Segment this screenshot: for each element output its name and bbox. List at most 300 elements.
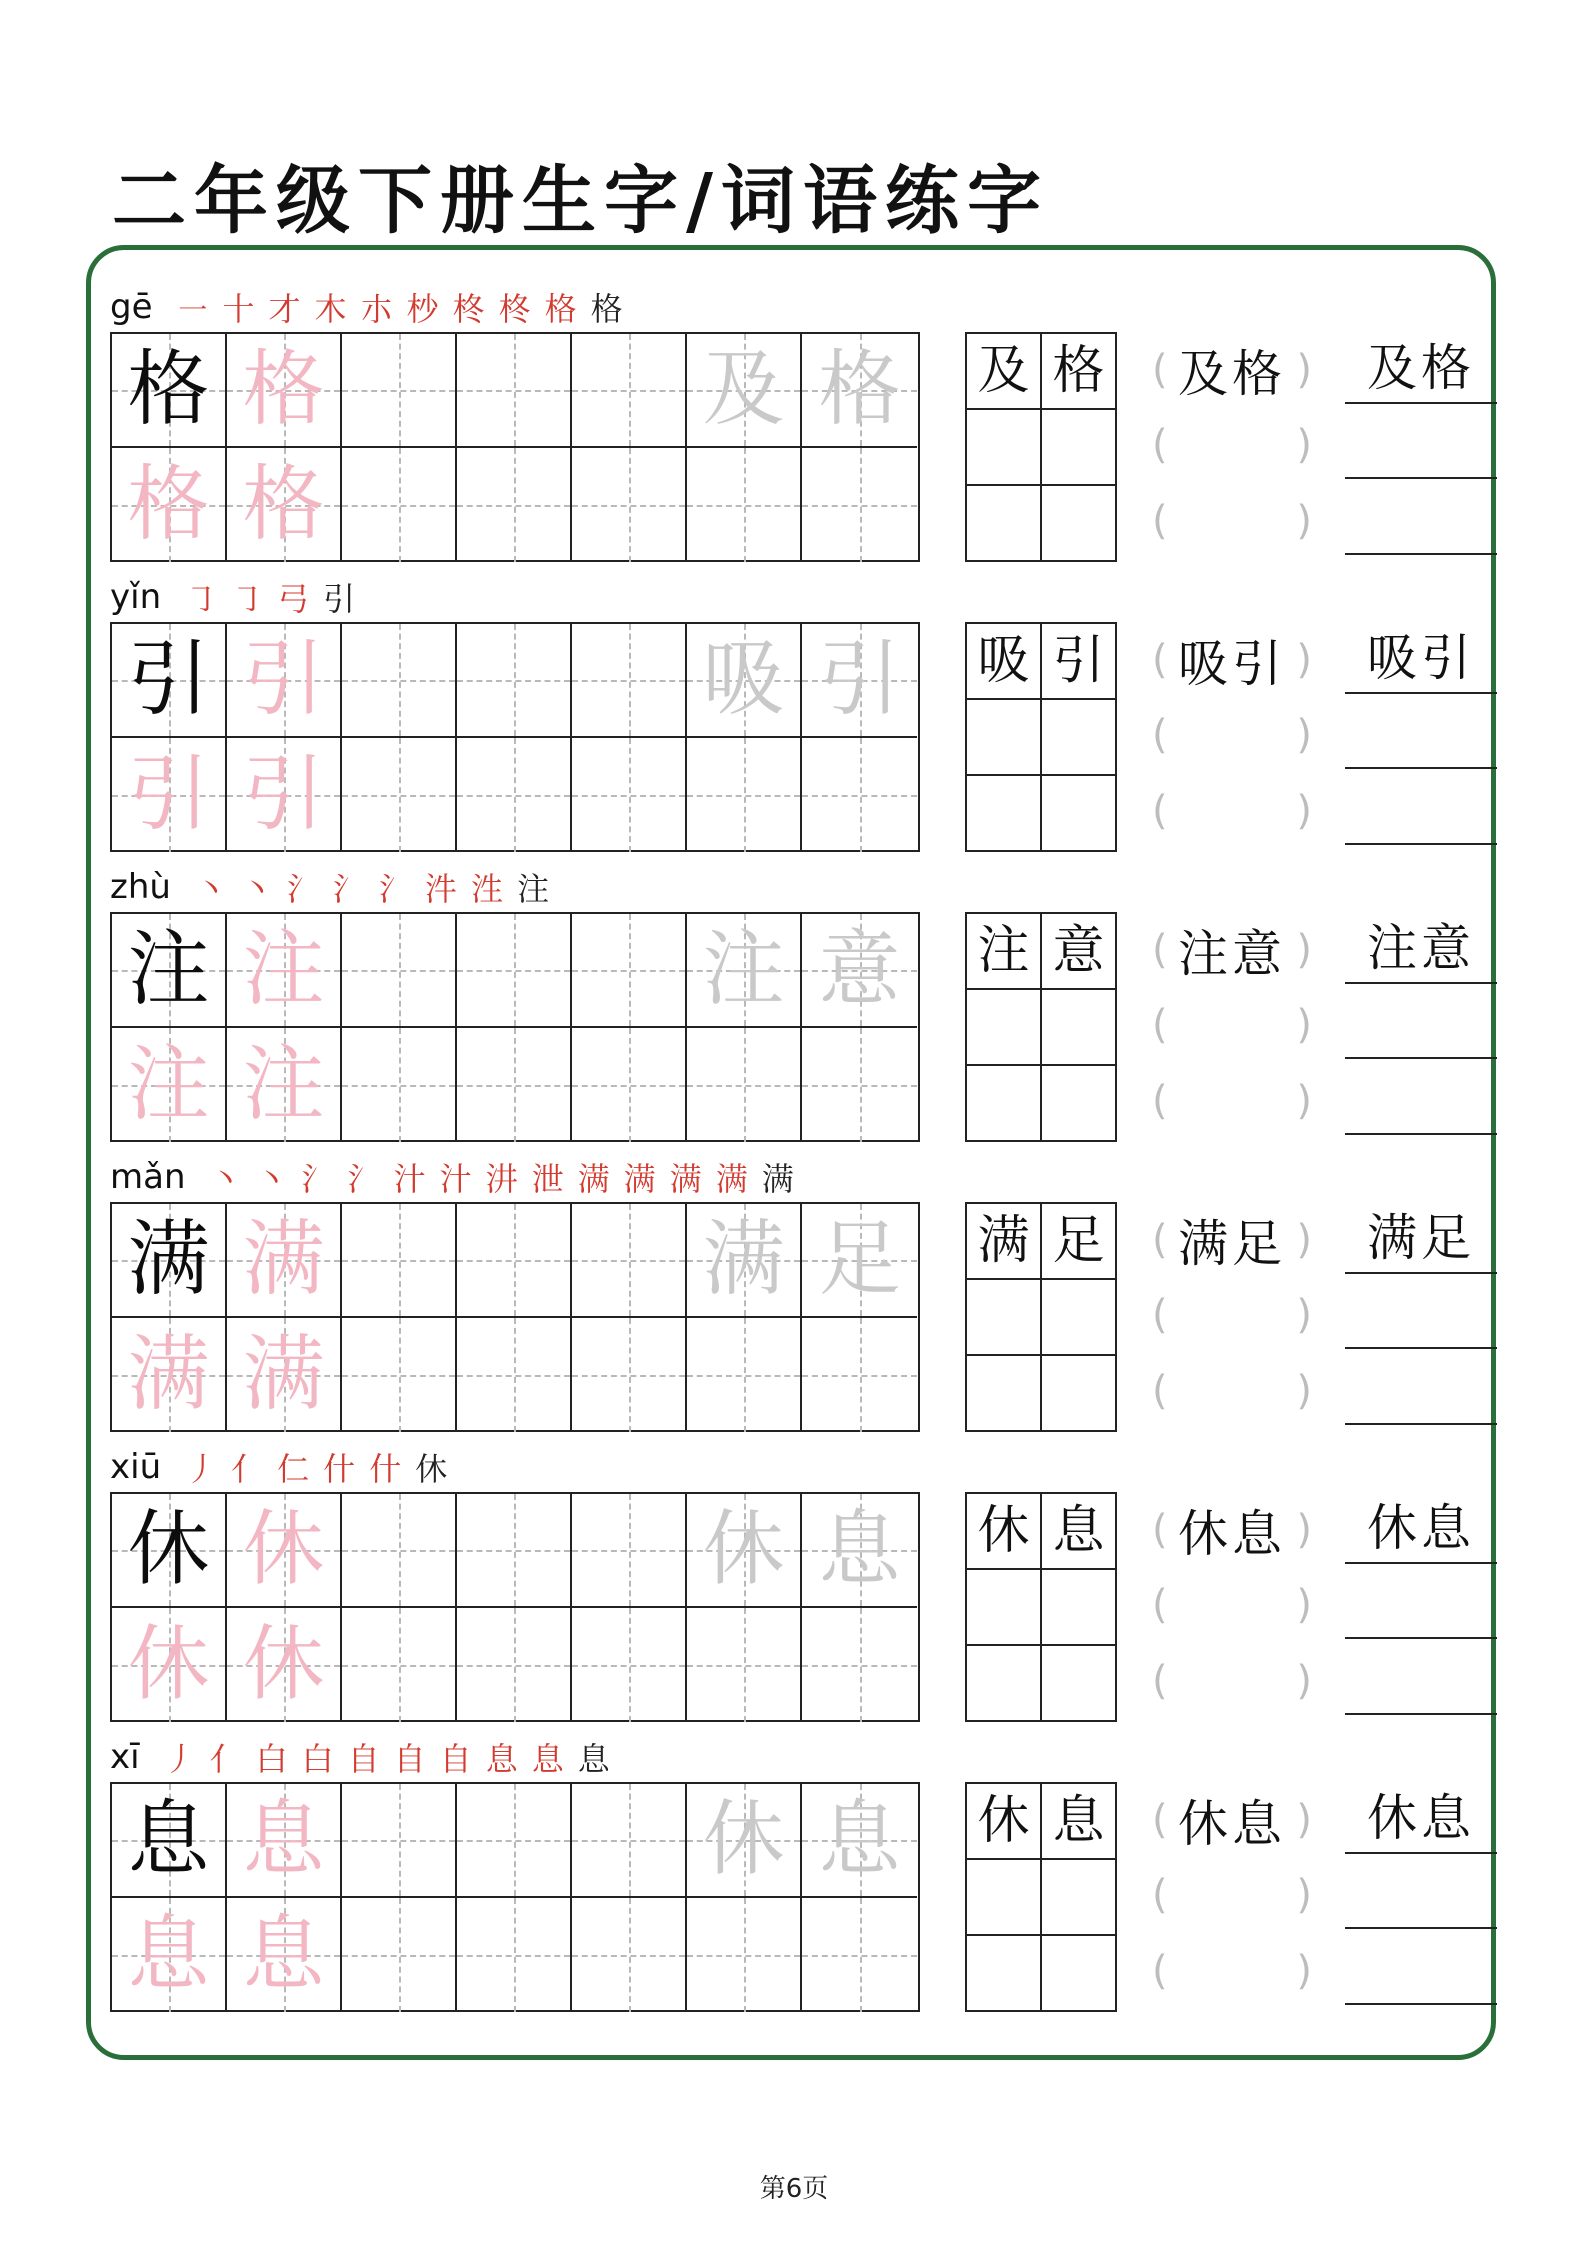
word-box (965, 332, 1117, 562)
guide-line-vertical (514, 738, 516, 852)
stroke-step: 白 (255, 1740, 288, 1778)
word-box-cell[interactable] (1042, 1066, 1115, 1140)
tian-grid-cell[interactable] (112, 1204, 227, 1318)
trace-character: 息 (242, 1907, 325, 2002)
tian-grid-cell[interactable] (112, 1494, 227, 1608)
parenthesis-blank[interactable] (1152, 1071, 1312, 1131)
stroke-step: 自 (347, 1740, 380, 1778)
stroke-step: 丶 (255, 1160, 288, 1198)
word-box-cell[interactable] (1042, 1860, 1115, 1936)
word-character: 息 (1052, 1791, 1105, 1851)
trace-character: 注 (242, 1037, 325, 1132)
tian-grid-cell[interactable] (457, 1028, 572, 1142)
guide-line-vertical (629, 1898, 631, 2012)
guide-line-vertical (514, 1608, 516, 1722)
stroke-step: 什 (323, 1450, 356, 1488)
stroke-order-row (110, 1445, 447, 1489)
stroke-step: 丿 (185, 1450, 218, 1488)
tian-grid-cell[interactable] (572, 334, 687, 448)
tian-grid-cell[interactable] (227, 1898, 342, 2012)
parenthesis-blank (1152, 1500, 1312, 1563)
trace-character: 满 (242, 1212, 325, 1307)
tian-grid-cell[interactable] (112, 738, 227, 852)
tian-grid-cell[interactable] (572, 448, 687, 562)
stroke-step: 丿 (163, 1740, 196, 1778)
guide-line-vertical (860, 1608, 862, 1722)
right-paren: ) (1296, 1078, 1312, 1124)
word-box-cell[interactable] (967, 1646, 1042, 1720)
underline-word: 休息 (1367, 1789, 1475, 1847)
stroke-step: 什 (369, 1450, 402, 1488)
writing-grid (110, 622, 920, 852)
pinyin-label: yǐn (110, 577, 162, 617)
tian-grid-cell[interactable] (572, 1608, 687, 1722)
stroke-step: 柊 (452, 290, 485, 328)
right-paren: ) (1296, 1582, 1312, 1628)
left-paren: ( (1152, 637, 1168, 683)
tian-grid-cell[interactable] (687, 1898, 802, 2012)
word-box-cell[interactable] (1042, 1570, 1115, 1646)
parenthesis-blank[interactable] (1152, 1575, 1312, 1635)
tian-grid-cell[interactable] (342, 624, 457, 738)
left-paren: ( (1152, 1872, 1168, 1918)
guide-line-vertical (514, 334, 516, 446)
tian-grid-cell[interactable] (457, 1898, 572, 2012)
underline-blank[interactable] (1345, 1365, 1497, 1425)
guide-line-vertical (399, 1784, 401, 1896)
tian-grid-cell[interactable] (457, 1494, 572, 1608)
guide-line-vertical (629, 334, 631, 446)
right-paren: ) (1296, 1217, 1312, 1263)
tian-grid-cell[interactable] (572, 1318, 687, 1432)
left-paren: ( (1152, 1078, 1168, 1124)
tian-grid-cell[interactable] (342, 334, 457, 448)
guide-line-vertical (399, 448, 401, 562)
tian-grid-cell[interactable] (227, 1204, 342, 1318)
practice-section-xī (0, 1735, 1588, 2025)
tian-grid-cell[interactable] (112, 1318, 227, 1432)
parenthesis-blank[interactable] (1152, 1285, 1312, 1345)
word-box-cell[interactable] (967, 486, 1042, 560)
writing-grid (110, 1202, 920, 1432)
underline-blank[interactable] (1345, 999, 1497, 1059)
trace-character: 格 (818, 342, 901, 437)
word-character: 吸 (977, 631, 1030, 691)
guide-line-vertical (399, 334, 401, 446)
stroke-step: 仁 (277, 1450, 310, 1488)
left-paren: ( (1152, 1292, 1168, 1338)
word-character: 休 (977, 1791, 1030, 1851)
parenthesis-blank[interactable] (1152, 1941, 1312, 2001)
guide-line-vertical (744, 738, 746, 852)
tian-grid-cell[interactable] (572, 1028, 687, 1142)
word-box-cell[interactable] (967, 1066, 1042, 1140)
guide-line-vertical (514, 1204, 516, 1316)
underline-blank (1345, 1789, 1497, 1854)
tian-grid-cell[interactable] (342, 1784, 457, 1898)
right-paren: ) (1296, 422, 1312, 468)
underline-blank[interactable] (1345, 1579, 1497, 1639)
guide-line-vertical (629, 1784, 631, 1896)
tian-grid-cell[interactable] (687, 738, 802, 852)
tian-grid-cell[interactable] (802, 1028, 917, 1142)
guide-line-vertical (514, 1494, 516, 1606)
word-box-cell[interactable] (1042, 1646, 1115, 1720)
word-box-cell[interactable] (967, 1936, 1042, 2010)
tian-grid-cell[interactable] (227, 738, 342, 852)
word-box-cell[interactable] (967, 1784, 1042, 1860)
word-box-cell[interactable] (1042, 1494, 1115, 1570)
left-paren: ( (1152, 1217, 1168, 1263)
left-paren: ( (1152, 347, 1168, 393)
tian-grid-cell[interactable] (572, 624, 687, 738)
word-box-cell[interactable] (1042, 776, 1115, 850)
tian-grid-cell[interactable] (802, 738, 917, 852)
underline-word: 吸引 (1367, 629, 1475, 687)
stroke-step: 汫 (485, 1160, 518, 1198)
word-box-cell[interactable] (967, 914, 1042, 990)
tian-grid-cell[interactable] (342, 1608, 457, 1722)
trace-character: 休 (702, 1792, 785, 1887)
tian-grid-cell[interactable] (802, 914, 917, 1028)
stroke-order-row (110, 1735, 610, 1779)
pinyin-label: mǎn (110, 1157, 186, 1197)
underline-blank[interactable] (1345, 785, 1497, 845)
tian-grid-cell[interactable] (457, 1608, 572, 1722)
tian-grid-cell[interactable] (342, 1204, 457, 1318)
word-character: 足 (1052, 1211, 1105, 1271)
stroke-step: 格 (544, 290, 577, 328)
tian-grid-cell[interactable] (227, 914, 342, 1028)
parenthesis-blank[interactable] (1152, 415, 1312, 475)
underline-blank[interactable] (1345, 1869, 1497, 1929)
pinyin-label: zhù (110, 867, 171, 907)
tian-grid-cell[interactable] (687, 1608, 802, 1722)
guide-line-vertical (514, 1028, 516, 1142)
tian-grid-cell[interactable] (802, 624, 917, 738)
stroke-step: ㇆ (185, 580, 218, 618)
word-box-cell[interactable] (967, 1204, 1042, 1280)
word-box-cell[interactable] (967, 624, 1042, 700)
word-box-cell[interactable] (1042, 486, 1115, 560)
guide-line-vertical (744, 1318, 746, 1432)
tian-grid-cell[interactable] (687, 1494, 802, 1608)
tian-grid-cell[interactable] (227, 624, 342, 738)
word-character: 息 (1052, 1501, 1105, 1561)
guide-line-vertical (860, 448, 862, 562)
guide-line-vertical (399, 1028, 401, 1142)
parenthesis-blank (1152, 1210, 1312, 1273)
stroke-step: 氵 (301, 1160, 334, 1198)
left-paren: ( (1152, 1797, 1168, 1843)
underline-blank[interactable] (1345, 419, 1497, 479)
trace-character: 吸 (702, 632, 785, 727)
guide-line-vertical (399, 1318, 401, 1432)
parenthesis-blank[interactable] (1152, 995, 1312, 1055)
tian-grid-cell[interactable] (342, 1028, 457, 1142)
underline-word: 及格 (1367, 339, 1475, 397)
pinyin-label: gē (110, 287, 153, 327)
word-box-cell[interactable] (1042, 914, 1115, 990)
left-paren: ( (1152, 1507, 1168, 1553)
word-box-cell[interactable] (1042, 334, 1115, 410)
stroke-step: 丶 (194, 870, 227, 908)
practice-section-yǐn (0, 575, 1588, 865)
trace-character: 注 (702, 922, 785, 1017)
tian-grid-cell[interactable] (802, 1318, 917, 1432)
tian-grid-cell[interactable] (457, 914, 572, 1028)
tian-grid-cell[interactable] (112, 448, 227, 562)
stroke-order-row (110, 1155, 794, 1199)
parenthesis-blank (1152, 920, 1312, 983)
word-box-cell[interactable] (967, 1356, 1042, 1430)
stroke-step: 丶 (209, 1160, 242, 1198)
underline-blank (1345, 1499, 1497, 1564)
underline-blank[interactable] (1345, 709, 1497, 769)
tian-grid-cell[interactable] (342, 914, 457, 1028)
tian-grid-cell[interactable] (342, 1318, 457, 1432)
trace-character: 意 (818, 922, 901, 1017)
trace-character: 满 (242, 1327, 325, 1422)
parenthesis-blank[interactable] (1152, 1865, 1312, 1925)
guide-line-vertical (629, 1608, 631, 1722)
stroke-step: 丶 (240, 870, 273, 908)
tian-grid-cell[interactable] (112, 1784, 227, 1898)
guide-line-vertical (629, 1318, 631, 1432)
left-paren: ( (1152, 1368, 1168, 1414)
tian-grid-cell[interactable] (457, 1204, 572, 1318)
tian-grid-cell[interactable] (802, 448, 917, 562)
trace-character: 息 (818, 1792, 901, 1887)
parenthesis-word: 满足 (1178, 1215, 1286, 1273)
trace-character: 足 (818, 1212, 901, 1307)
tian-grid-cell[interactable] (802, 1494, 917, 1608)
stroke-step: 弓 (277, 580, 310, 618)
tian-grid-cell[interactable] (802, 334, 917, 448)
tian-grid-cell[interactable] (227, 334, 342, 448)
guide-line-vertical (744, 1028, 746, 1142)
tian-grid-cell[interactable] (112, 1898, 227, 2012)
word-box-cell[interactable] (1042, 410, 1115, 486)
stroke-step: 自 (393, 1740, 426, 1778)
word-box-cell[interactable] (1042, 1356, 1115, 1430)
trace-character: 息 (818, 1502, 901, 1597)
tian-grid-cell[interactable] (802, 1608, 917, 1722)
model-character: 满 (127, 1212, 210, 1307)
tian-grid-cell[interactable] (687, 448, 802, 562)
word-box-cell[interactable] (967, 334, 1042, 410)
underline-blank (1345, 629, 1497, 694)
underline-blank (1345, 339, 1497, 404)
tian-grid-cell[interactable] (227, 1318, 342, 1432)
tian-grid-cell[interactable] (802, 1204, 917, 1318)
word-box-cell[interactable] (1042, 990, 1115, 1066)
parenthesis-blank[interactable] (1152, 491, 1312, 551)
guide-line-vertical (629, 448, 631, 562)
word-box-cell[interactable] (1042, 1280, 1115, 1356)
tian-grid-cell[interactable] (687, 1204, 802, 1318)
guide-line-vertical (860, 1028, 862, 1142)
tian-grid-cell[interactable] (572, 1494, 687, 1608)
trace-character: 及 (702, 342, 785, 437)
writing-grid (110, 1782, 920, 2012)
guide-line-vertical (629, 914, 631, 1026)
guide-line-vertical (629, 1494, 631, 1606)
underline-blank[interactable] (1345, 1655, 1497, 1715)
right-paren: ) (1296, 498, 1312, 544)
tian-grid-cell[interactable] (342, 1494, 457, 1608)
stroke-step: 满 (623, 1160, 656, 1198)
tian-grid-cell[interactable] (687, 1784, 802, 1898)
word-box-cell[interactable] (1042, 1204, 1115, 1280)
tian-grid-cell[interactable] (457, 738, 572, 852)
word-box-cell[interactable] (967, 1494, 1042, 1570)
tian-grid-cell[interactable] (342, 738, 457, 852)
word-character: 及 (977, 341, 1030, 401)
stroke-step: ㇐ (176, 290, 209, 328)
guide-line-vertical (399, 1204, 401, 1316)
tian-grid-cell[interactable] (112, 334, 227, 448)
parenthesis-blank[interactable] (1152, 1651, 1312, 1711)
stroke-step: 十 (222, 290, 255, 328)
underline-blank (1345, 919, 1497, 984)
underline-blank[interactable] (1345, 495, 1497, 555)
parenthesis-word: 注意 (1178, 925, 1286, 983)
tian-grid-cell[interactable] (227, 1784, 342, 1898)
trace-character: 引 (127, 747, 210, 842)
word-box-cell[interactable] (1042, 624, 1115, 700)
tian-grid-cell[interactable] (227, 1028, 342, 1142)
parenthesis-word: 及格 (1178, 345, 1286, 403)
pinyin-label: xiū (110, 1447, 162, 1487)
tian-grid-cell[interactable] (457, 1318, 572, 1432)
tian-grid-cell[interactable] (687, 624, 802, 738)
tian-grid-cell[interactable] (112, 624, 227, 738)
right-paren: ) (1296, 1797, 1312, 1843)
tian-grid-cell[interactable] (572, 914, 687, 1028)
tian-grid-cell[interactable] (227, 1494, 342, 1608)
underline-blank (1345, 1209, 1497, 1274)
word-box-cell[interactable] (967, 410, 1042, 486)
right-paren: ) (1296, 347, 1312, 393)
stroke-step: 息 (577, 1740, 610, 1778)
practice-section-zhù (0, 865, 1588, 1155)
tian-grid-cell[interactable] (457, 1784, 572, 1898)
right-paren: ) (1296, 1368, 1312, 1414)
guide-line-vertical (399, 914, 401, 1026)
guide-line-vertical (860, 1318, 862, 1432)
guide-line-vertical (514, 1898, 516, 2012)
tian-grid-cell[interactable] (342, 1898, 457, 2012)
tian-grid-cell[interactable] (112, 914, 227, 1028)
parenthesis-blank[interactable] (1152, 705, 1312, 765)
trace-character: 引 (242, 632, 325, 727)
tian-grid-cell[interactable] (572, 1204, 687, 1318)
stroke-step: 格 (590, 290, 623, 328)
guide-line-vertical (514, 448, 516, 562)
stroke-step: 满 (577, 1160, 610, 1198)
stroke-order-row (110, 865, 549, 909)
underline-blank[interactable] (1345, 1945, 1497, 2005)
tian-grid-cell[interactable] (687, 1318, 802, 1432)
guide-line-vertical (629, 1028, 631, 1142)
tian-grid-cell[interactable] (572, 1898, 687, 2012)
stroke-step: 白 (301, 1740, 334, 1778)
word-box-cell[interactable] (967, 1570, 1042, 1646)
tian-grid-cell[interactable] (227, 448, 342, 562)
tian-grid-cell[interactable] (227, 1608, 342, 1722)
word-box-cell[interactable] (967, 700, 1042, 776)
word-box-cell[interactable] (967, 1860, 1042, 1936)
underline-blank[interactable] (1345, 1075, 1497, 1135)
underline-word: 注意 (1367, 919, 1475, 977)
word-box-cell[interactable] (1042, 700, 1115, 776)
writing-grid (110, 1492, 920, 1722)
left-paren: ( (1152, 498, 1168, 544)
tian-grid-cell[interactable] (802, 1784, 917, 1898)
guide-line-vertical (514, 1784, 516, 1896)
stroke-step: ㇆ (231, 580, 264, 618)
tian-grid-cell[interactable] (572, 1784, 687, 1898)
left-paren: ( (1152, 1658, 1168, 1704)
underline-blank[interactable] (1345, 1289, 1497, 1349)
tian-grid-cell[interactable] (112, 1028, 227, 1142)
tian-grid-cell[interactable] (342, 448, 457, 562)
tian-grid-cell[interactable] (687, 914, 802, 1028)
word-box-cell[interactable] (967, 776, 1042, 850)
stroke-step: 汁 (393, 1160, 426, 1198)
word-box-cell[interactable] (967, 1280, 1042, 1356)
trace-character: 休 (242, 1502, 325, 1597)
trace-character: 格 (127, 457, 210, 552)
stroke-step: 自 (439, 1740, 472, 1778)
left-paren: ( (1152, 1948, 1168, 1994)
tian-grid-cell[interactable] (457, 624, 572, 738)
tian-grid-cell[interactable] (457, 448, 572, 562)
tian-grid-cell[interactable] (687, 334, 802, 448)
word-box-cell[interactable] (1042, 1936, 1115, 2010)
parenthesis-blank[interactable] (1152, 1361, 1312, 1421)
pinyin-label: xī (110, 1737, 140, 1777)
stroke-step: 注 (517, 870, 550, 908)
model-character: 休 (127, 1502, 210, 1597)
stroke-step: 柊 (498, 290, 531, 328)
tian-grid-cell[interactable] (802, 1898, 917, 2012)
right-paren: ) (1296, 637, 1312, 683)
parenthesis-blank[interactable] (1152, 781, 1312, 841)
guide-line-vertical (399, 738, 401, 852)
writing-grid (110, 912, 920, 1142)
left-paren: ( (1152, 1002, 1168, 1048)
right-paren: ) (1296, 927, 1312, 973)
stroke-step: 泩 (471, 870, 504, 908)
stroke-step: 满 (761, 1160, 794, 1198)
word-box-cell[interactable] (1042, 1784, 1115, 1860)
right-paren: ) (1296, 1507, 1312, 1553)
word-character: 注 (977, 921, 1030, 981)
tian-grid-cell[interactable] (457, 334, 572, 448)
stroke-step: 满 (715, 1160, 748, 1198)
word-character: 满 (977, 1211, 1030, 1271)
tian-grid-cell[interactable] (687, 1028, 802, 1142)
stroke-step: 木 (314, 290, 347, 328)
tian-grid-cell[interactable] (112, 1608, 227, 1722)
word-box-cell[interactable] (967, 990, 1042, 1066)
tian-grid-cell[interactable] (572, 738, 687, 852)
underline-word: 休息 (1367, 1499, 1475, 1557)
trace-character: 息 (127, 1907, 210, 2002)
right-paren: ) (1296, 1292, 1312, 1338)
